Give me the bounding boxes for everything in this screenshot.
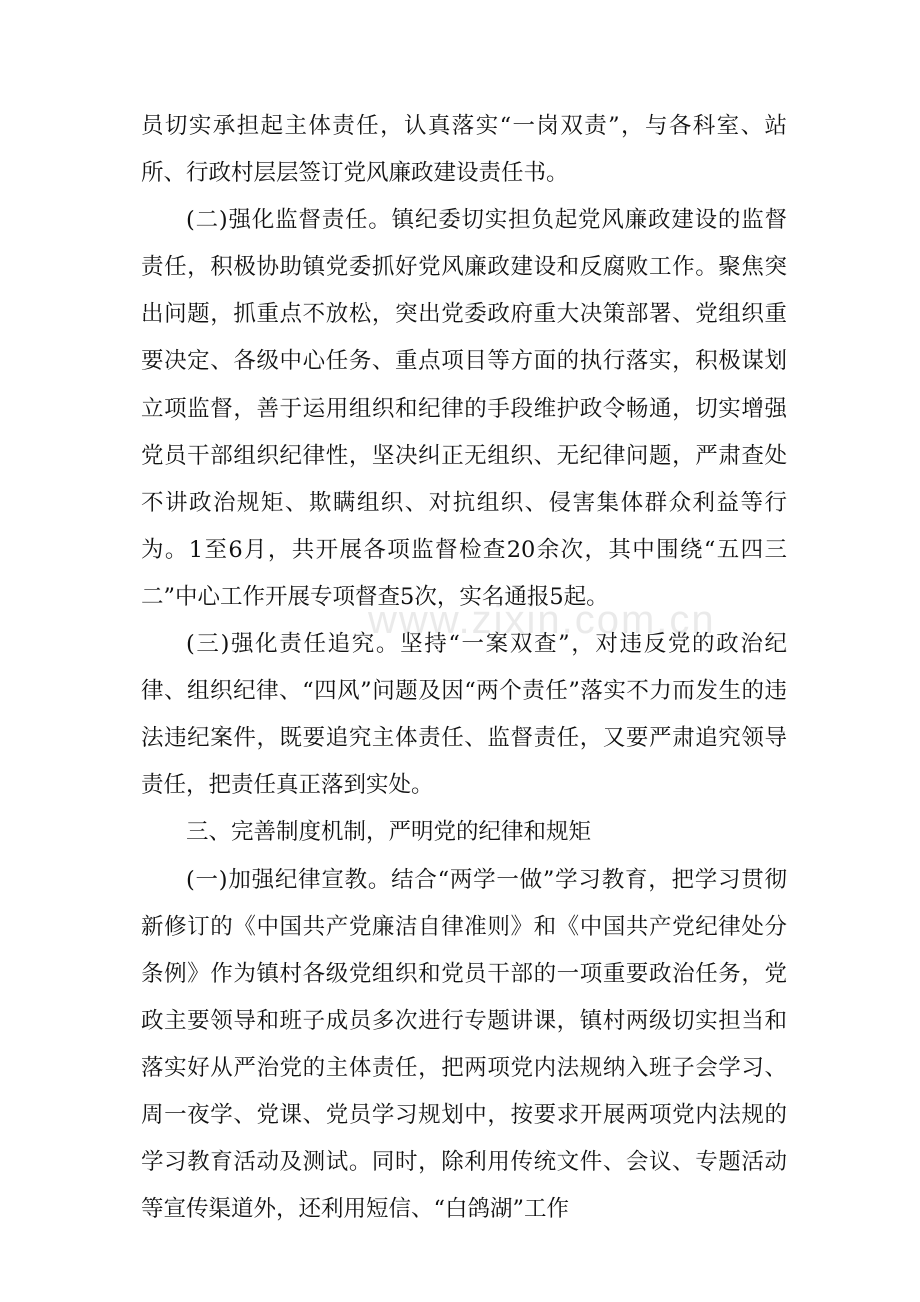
paragraph-supervision-responsibility: (二)强化监督责任。镇纪委切实担负起党风廉政建设的监督责任，积极协助镇党委抓好党风廉政建设和反腐败工作。聚焦突出问题，抓重点不放松，突出党委政府重大决策部署、党组织重要决定、各级中心任务、重点项目等方面的执行落实，积极谋划立项监督，善于运用组织和纪律的手段维护政令畅通，切实增强党员干部组织纪律性，坚决纠正无组织、无纪律问题，严肃查处不讲政治规矩、欺瞒组织、对抗组织、侵害集体群众利益等行为。1至6月，共开展各项监督检查20余次，其中围绕“五四三二”中心工作开展专项督查5次，实名通报5起。: [141, 207, 787, 610]
paragraph-discipline-education: (一)加强纪律宣教。结合“两学一做”学习教育，把学习贯彻新修订的《中国共产党廉洁自律准则》和《中国共产党纪律处分条例》作为镇村各级党组织和党员干部的一项重要政治任务，党政主要领导和班子成员多次进行专题讲课，镇村两级切实担当和落实好从严治党的主体责任，把两项党内法规纳入班子会学习、周一夜学、党课、党员学习规划中，按要求开展两项党内法规的学习教育活动及测试。同时，除利用传统文件、会议、专题活动等宣传渠道外，还利用短信、“白鸽湖”工作: [141, 866, 787, 1223]
section-heading-system-mechanism: 三、完善制度机制，严明党的纪律和规矩: [186, 819, 592, 846]
document-body: [141, 103, 787, 1233]
watermark-text: www.zixin.com.cn: [368, 598, 716, 642]
paragraph-accountability: (三)强化责任追究。坚持“一案双查”，对违反党的政治纪律、组织纪律、“四风”问题及因“两个责任”落实不力而发生的违法违纪案件，既要追究主体责任、监督责任，又要严肃追究领导责任，把责任真正落到实处。: [141, 631, 787, 799]
paragraph-continuation: 员切实承担起主体责任，认真落实“一岗双责”，与各科室、站所、行政村层层签订党风廉政建设责任书。: [141, 113, 787, 187]
